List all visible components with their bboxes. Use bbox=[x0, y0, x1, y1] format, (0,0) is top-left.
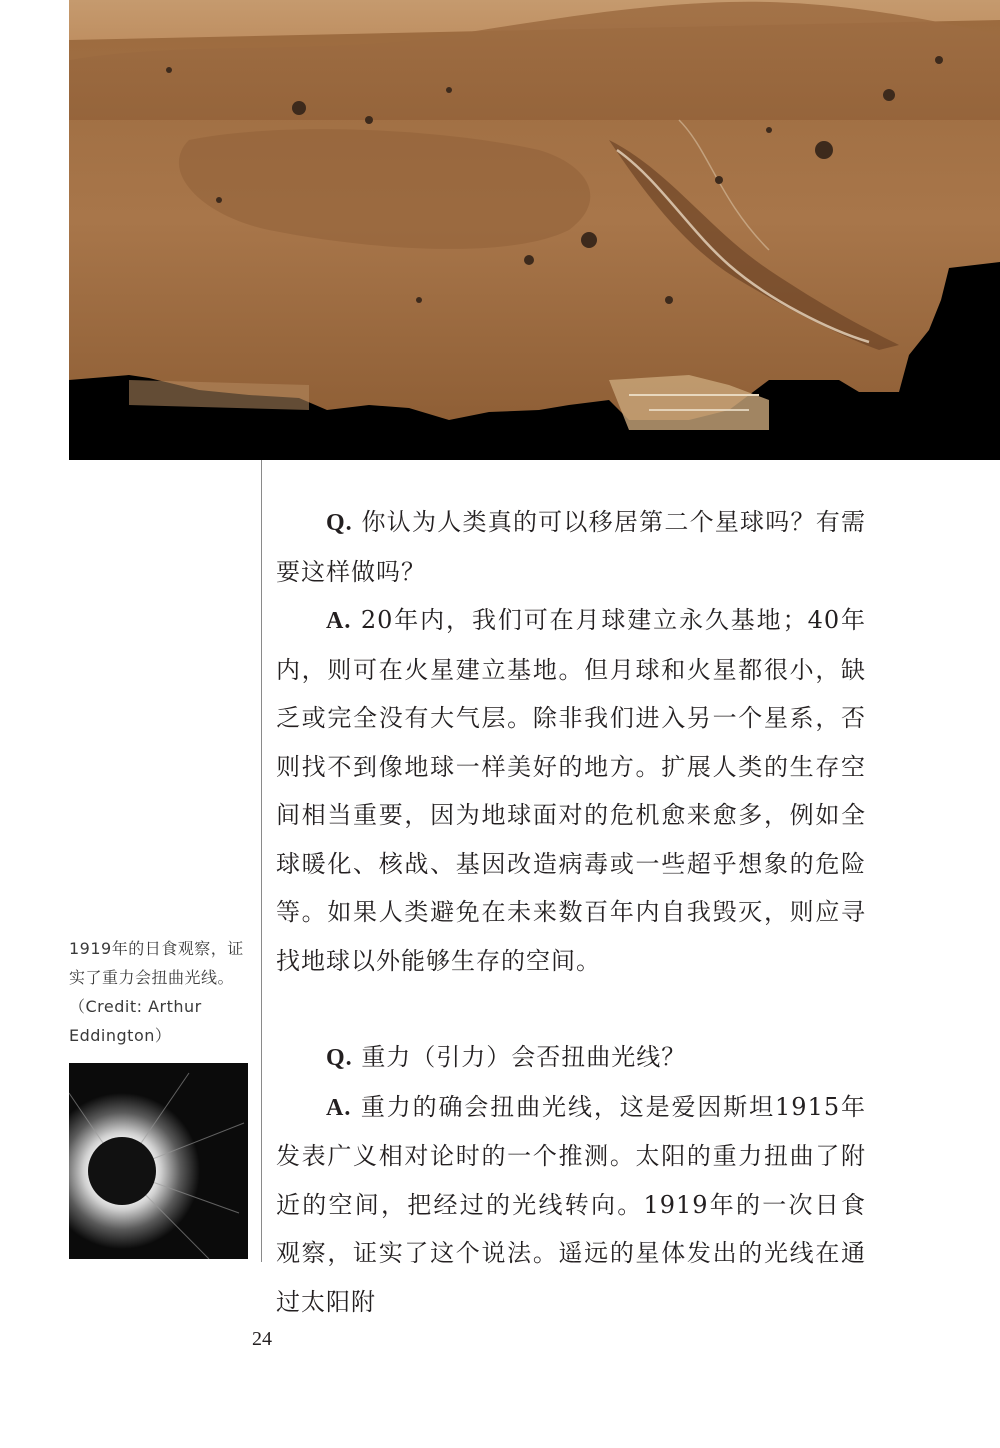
answer-text: 20年内，我们可在月球建立永久基地；40年内，则可在火星建立基地。但月球和火星都很小，缺乏或完全没有大气层。除非我们进入另一个星系，否则找不到像地球一样美好的地方。扩展人类的生存空间相当重要，因为地球面对的危机愈来愈多，例如全球暖化、核战、基因改造病毒或一些超乎想象的危险等。如果人类避免在未来数百年内自我毁灭，则应寻找地球以外能够生存的空间。 bbox=[276, 606, 866, 975]
question-1 bbox=[276, 498, 866, 596]
page-number: 24 bbox=[252, 1328, 272, 1350]
question-label: Q. bbox=[326, 510, 353, 536]
column-divider bbox=[261, 460, 262, 1262]
mars-panorama-image bbox=[69, 0, 1000, 460]
answer-1 bbox=[276, 596, 866, 985]
question-text: 重力（引力）会否扭曲光线？ bbox=[361, 1043, 687, 1071]
answer-label: A. bbox=[326, 608, 352, 634]
answer-2 bbox=[276, 1083, 866, 1327]
question-2 bbox=[276, 1033, 866, 1083]
qa-article bbox=[276, 498, 866, 1326]
eclipse-caption: 1919年的日食观察，证实了重力会扭曲光线。（Credit: Arthur Eddington） bbox=[69, 939, 244, 1045]
question-label: Q. bbox=[326, 1045, 353, 1071]
answer-text: 重力的确会扭曲光线，这是爱因斯坦1915年发表广义相对论时的一个推测。太阳的重力扭曲了附近的空间，把经过的光线转向。1919年的一次日食观察，证实了这个说法。遥远的星体发出的光线在通过太阳附 bbox=[276, 1092, 866, 1316]
answer-label: A. bbox=[326, 1094, 352, 1121]
question-text: 你认为人类真的可以移居第二个星球吗？有需要这样做吗？ bbox=[276, 508, 866, 586]
eclipse-image bbox=[69, 1063, 248, 1259]
